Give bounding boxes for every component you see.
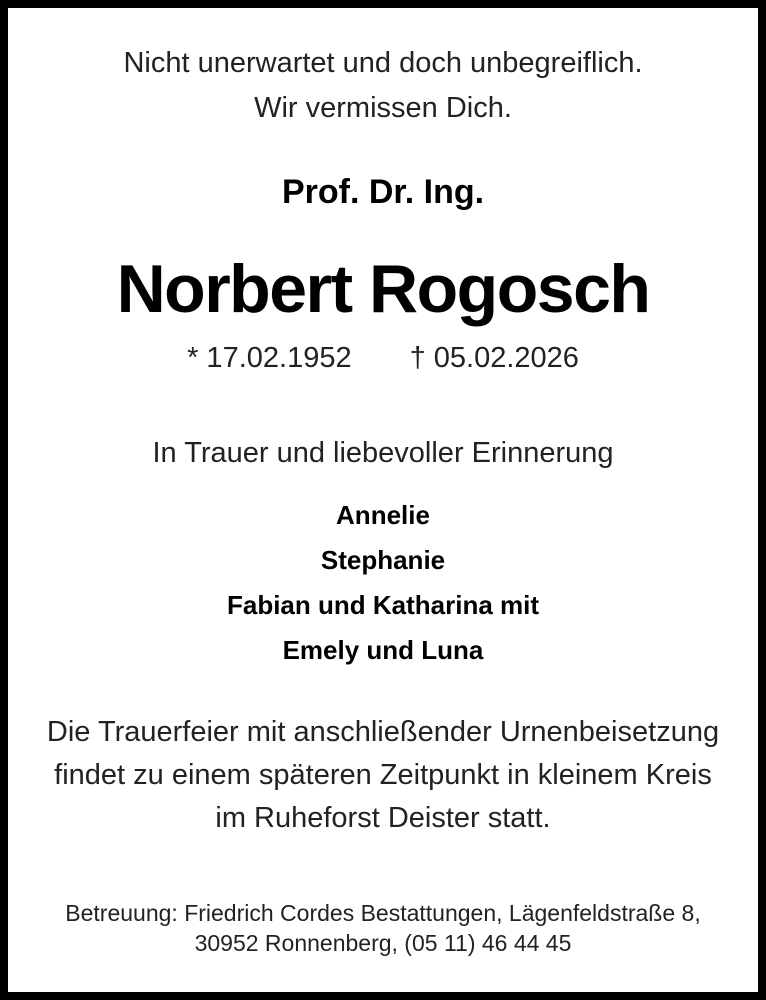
life-dates [8, 338, 758, 378]
funeral-info-line: im Ruheforst Deister statt. [215, 802, 551, 834]
funeral-home-line: 30952 Ronnenberg, (05 11) 46 44 45 [194, 930, 572, 956]
funeral-info [8, 711, 758, 840]
intro-line-2: Wir vermissen Dich. [254, 92, 512, 124]
funeral-info-line: Die Trauerfeier mit anschließender Urnenbeisetzung [46, 716, 720, 748]
funeral-info-line: findet zu einem späteren Zeitpunkt in kleinem Kreis [54, 759, 712, 791]
intro-line-1: Nicht unerwartet und doch unbegreiflich. [123, 47, 643, 79]
mourner-name: Emely und Luna [282, 635, 484, 665]
funeral-home-line: Betreuung: Friedrich Cordes Bestattungen, Lägenfeldstraße 8, [65, 900, 701, 926]
honorific-title: Prof. Dr. Ing. [281, 173, 485, 211]
mourner-name: Fabian und Katharina mit [226, 590, 540, 620]
mourners-list [8, 493, 758, 673]
funeral-home-contact [8, 898, 758, 958]
birth-date: * 17.02.1952 [187, 342, 352, 374]
intro-verse [8, 41, 758, 131]
death-date: † 05.02.2026 [409, 342, 579, 374]
mourner-name: Annelie [336, 500, 430, 530]
mourner-name: Stephanie [320, 545, 446, 575]
mourning-intro: In Trauer und liebevoller Erinnerung [152, 437, 614, 469]
deceased-name: Norbert Rogosch [116, 251, 650, 327]
